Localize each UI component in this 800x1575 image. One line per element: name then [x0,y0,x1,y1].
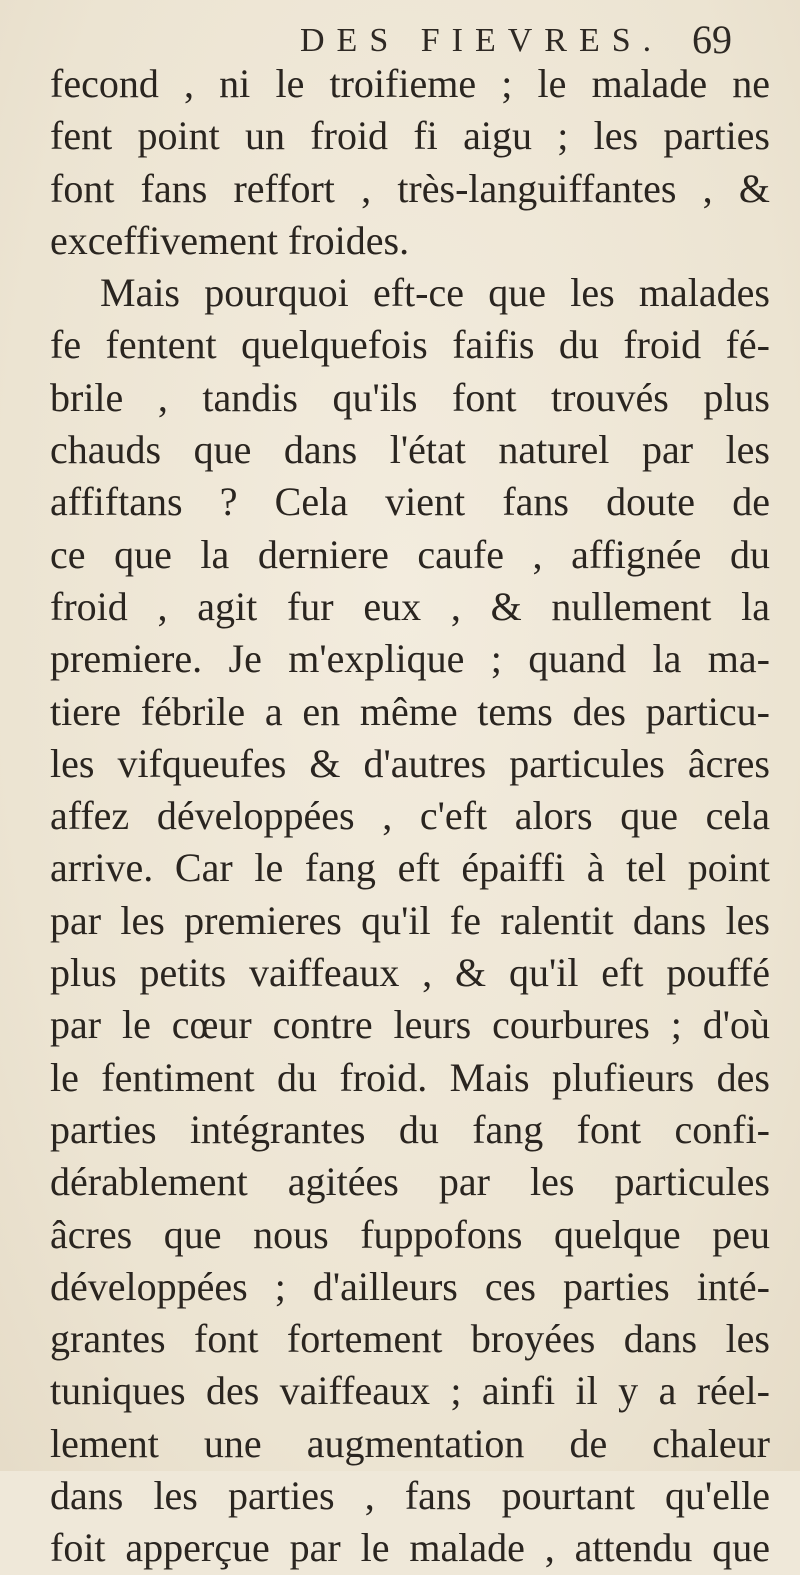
page-number: 69 [692,17,732,62]
text-line: parties intégrantes du fang font confi- [50,1106,770,1152]
running-title: DES FIEVRES. [300,22,664,59]
text-line: arrive. Car le fang eft épaiffi à tel point [50,845,770,891]
running-head [0,12,800,62]
text-line: grantes font fortement broyées dans les [50,1316,770,1362]
text-line: premiere. Je m'explique ; quand la ma- [50,636,770,682]
text-line: ce que la derniere caufe , affignée du [50,531,770,577]
text-line: foit apperçue par le malade , attendu que [50,1525,770,1571]
text-line: lement une augmentation de chaleur [50,1420,770,1466]
text-line: dérablement agitées par les particules [50,1159,770,1205]
text-line: exceffivement froides. [50,217,410,263]
text-line: développées ; d'ailleurs ces parties inté- [50,1263,770,1309]
text-line: affez développées , c'eft alors que cela [50,793,770,839]
text-line: Mais pourquoi eft-ce que les malades [100,270,770,316]
text-line: affiftans ? Cela vient fans doute de [50,479,770,525]
text-line: plus petits vaiffeaux , & qu'il eft pouffé [50,950,770,996]
text-line: fecond , ni le troifieme ; le malade ne [50,61,770,106]
text-line: froid , agit fur eux , & nullement la [50,583,770,629]
text-line: dans les parties , fans pourtant qu'elle [50,1473,770,1519]
text-line: tiere fébrile a en même tems des particu- [50,688,770,734]
text-line: brile , tandis qu'ils font trouvés plus [50,374,770,420]
body-text [50,58,770,1575]
text-line: les vifqueufes & d'autres particules âcres [50,740,770,786]
text-line: fent point un froid fi aigu ; les parties [50,113,770,159]
text-line: par le cœur contre leurs courbures ; d'où [50,1002,770,1048]
text-line: fe fentent quelquefois faifis du froid fé- [50,322,770,368]
text-line: font fans reffort , très-languiffantes , & [50,165,770,211]
text-line: le fentiment du froid. Mais plufieurs des [50,1054,770,1100]
text-line: chauds que dans l'état naturel par les [50,427,770,473]
text-line: âcres que nous fuppofons quelque peu [50,1211,770,1257]
text-line: tuniques des vaiffeaux ; ainfi il y a réel- [50,1368,770,1414]
text-line: par les premieres qu'il fe ralentit dans les [50,897,770,943]
